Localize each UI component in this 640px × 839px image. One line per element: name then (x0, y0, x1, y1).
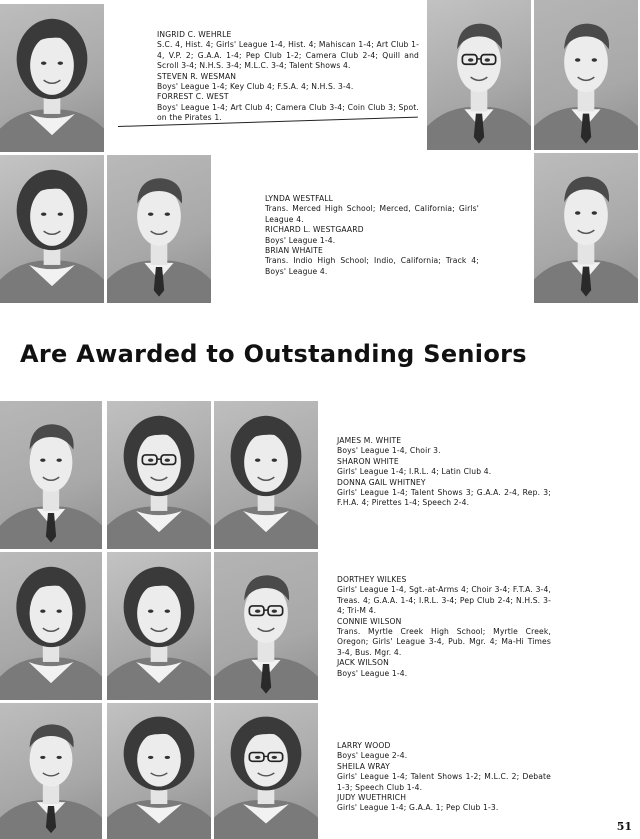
senior-name: LYNDA WESTFALL (265, 194, 334, 203)
senior-name: JUDY WUETHRICH (337, 793, 407, 803)
senior-activities: Trans. Myrtle Creek High School; Myrtle Creek, Oregon; Girls' League 3-4, Pub. Mgr. 4; Ma-Hi Times 3-4, Bus. Mgr. 4. (337, 627, 551, 657)
female-portrait-icon (214, 401, 318, 549)
senior-name: LARRY WOOD (337, 741, 391, 750)
bio-block (337, 741, 551, 814)
portrait-photo (214, 703, 318, 839)
male-portrait-icon (214, 552, 318, 700)
female-portrait-icon (0, 155, 104, 303)
senior-activities: Boys' League 2-4. (337, 751, 408, 761)
senior-name: SHEILA WRAY (337, 761, 390, 771)
senior-name: DONNA GAIL WHITNEY (337, 477, 426, 487)
senior-activities: Girls' League 1-4; Talent Shows 1-2; M.L.C. 2; Debate 1-3; Speech Club 1-4. (337, 772, 551, 792)
senior-name: DORTHEY WILKES (337, 575, 407, 584)
portrait-photo (534, 153, 638, 303)
portrait-photo (534, 0, 638, 150)
female-portrait-icon (107, 703, 211, 839)
page-headline: Are Awarded to Outstanding Seniors (20, 340, 527, 368)
female-portrait-icon (214, 703, 318, 839)
senior-name: STEVEN R. WESMAN (157, 71, 237, 81)
male-portrait-icon (0, 401, 102, 549)
senior-name: SHARON WHITE (337, 456, 399, 466)
senior-name: BRIAN WHAITE (265, 246, 323, 256)
senior-name: FORREST C. WEST (157, 92, 229, 102)
portrait-photo (0, 155, 104, 303)
portrait-photo (107, 552, 211, 700)
senior-activities: Girls' League 1-4; G.A.A. 1; Pep Club 1-3. (337, 803, 499, 813)
senior-activities: Trans. Indio High School; Indio, California; Track 4; Boys' League 4. (265, 256, 479, 276)
senior-activities: Girls' League 1-4, Sgt.-at-Arms 4; Choir 3-4; F.T.A. 3-4, Treas. 4; G.A.A. 1-4; I.R.L. 3-4; Pep Club 2-4; N.H.S. 3-4; Tri-M 4. (337, 585, 551, 616)
portrait-photo (0, 401, 102, 549)
portrait-photo (0, 4, 104, 152)
male-portrait-icon (0, 703, 102, 839)
senior-activities: Boys' League 1-4; Key Club 4; F.S.A. 4; N.H.S. 3-4. (157, 82, 354, 92)
female-portrait-icon (107, 401, 211, 549)
male-portrait-icon (534, 0, 638, 150)
portrait-photo (107, 703, 211, 839)
bio-block (337, 436, 551, 509)
senior-activities: Boys' League 1-4. (337, 668, 408, 678)
senior-activities: Trans. Merced High School; Merced, California; Girls' League 4. (265, 204, 479, 224)
senior-activities: Girls' League 1-4; Talent Shows 3; G.A.A. 2-4, Rep. 3; F.H.A. 4; Pirettes 1-4; Speech 2-4. (337, 488, 551, 508)
male-portrait-icon (534, 153, 638, 303)
male-portrait-icon (107, 155, 211, 303)
senior-name: JACK WILSON (337, 658, 389, 668)
female-portrait-icon (0, 552, 102, 700)
senior-name: JAMES M. WHITE (337, 436, 402, 445)
page-number: 51 (616, 820, 632, 833)
portrait-photo (0, 703, 102, 839)
portrait-photo (107, 401, 211, 549)
senior-name: RICHARD L. WESTGAARD (265, 225, 364, 235)
portrait-photo (427, 0, 531, 150)
senior-activities: Boys' League 1-4; Art Club 4; Camera Club 3-4; Coin Club 3; Spot. on the Pirates 1. (157, 102, 419, 123)
bio-block (157, 30, 419, 124)
senior-name: INGRID C. WEHRLE (157, 30, 232, 39)
senior-activities: S.C. 4, Hist. 4; Girls' League 1-4, Hist. 4; Mahiscan 1-4; Art Club 1-4, V.P. 2; G.A.A. 1-4; Pep Club 1-2; Camera Club 2-4; Quill and Scroll 3-4; N.H.S. 3-4; M.L.C. 3-4; Talent Shows 4. (157, 40, 419, 71)
portrait-photo (0, 552, 102, 700)
female-portrait-icon (0, 4, 104, 152)
bio-block (265, 194, 479, 277)
senior-activities: Boys' League 1-4, Choir 3. (337, 446, 441, 456)
portrait-photo (214, 552, 318, 700)
senior-activities: Boys' League 1-4. (265, 235, 336, 245)
male-portrait-icon (427, 0, 531, 150)
portrait-photo (214, 401, 318, 549)
senior-activities: Girls' League 1-4; I.R.L. 4; Latin Club 4. (337, 467, 492, 477)
bio-block (337, 575, 551, 679)
female-portrait-icon (107, 552, 211, 700)
senior-name: CONNIE WILSON (337, 616, 402, 626)
portrait-photo (107, 155, 211, 303)
